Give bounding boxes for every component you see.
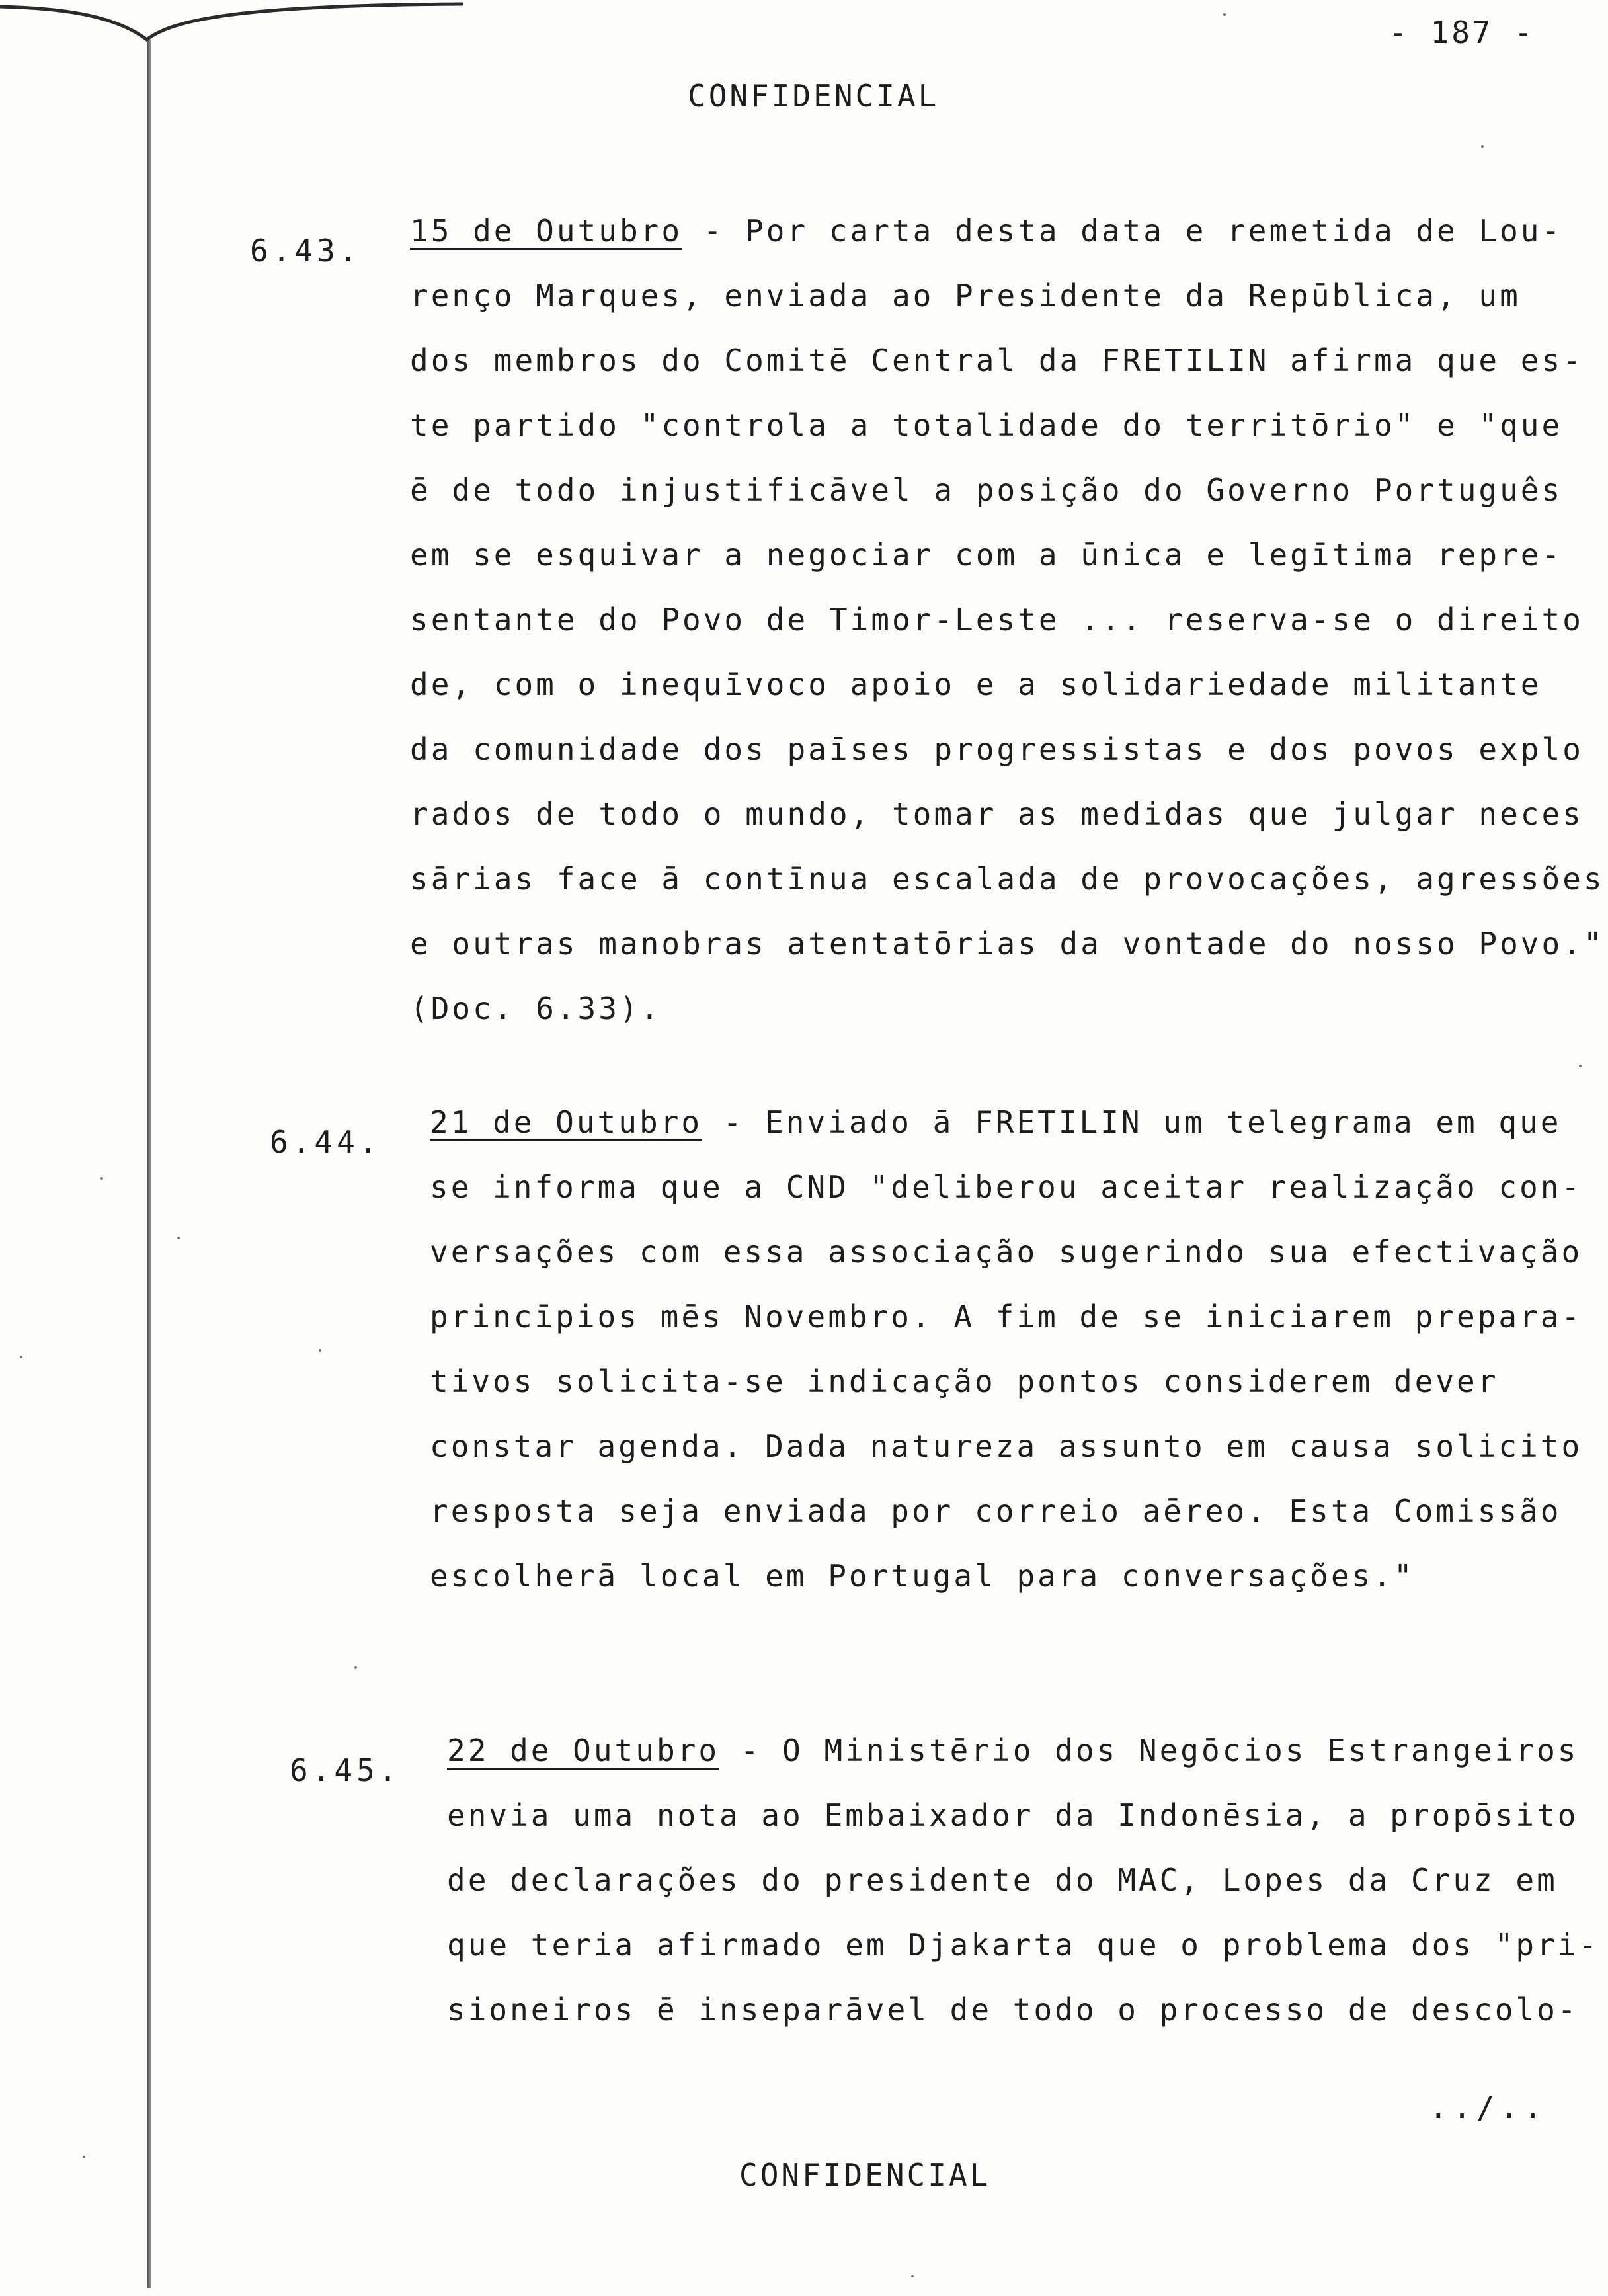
- scan-speck: [20, 1356, 22, 1358]
- paragraph-6-43: [410, 198, 1605, 1041]
- page-number: - 187 -: [1388, 15, 1535, 50]
- paragraph-line: princīpios mēs Novembro. A fim de se iniciarem prepara-: [430, 1299, 1583, 1334]
- paragraph-line: resposta seja enviada por correio aēreo. Esta Comissão: [430, 1493, 1562, 1529]
- paragraph-line: versações com essa associação sugerindo sua efectivação: [430, 1234, 1583, 1270]
- paragraph-date: 22 de Outubro: [447, 1733, 720, 1768]
- footer-classification: CONFIDENCIAL: [739, 2157, 991, 2193]
- paragraph-first-line: 15 de Outubro - Por carta desta data e remetida de Lou-: [410, 213, 1563, 249]
- paragraph-line: rados de todo o mundo, tomar as medidas que julgar neces: [410, 796, 1584, 832]
- paragraph-first-line: 22 de Outubro - O Ministērio dos Negōcios Estrangeiros: [447, 1733, 1579, 1768]
- paragraph-number: 6.43.: [250, 233, 362, 268]
- paragraph-number: 6.45.: [290, 1752, 401, 1788]
- paragraph-6-44: [430, 1090, 1582, 1608]
- paragraph-line: sārias face ā contīnua escalada de provocações, agressões: [410, 861, 1605, 897]
- paragraph-line: envia uma nota ao Embaixador da Indonēsia, a propōsito: [447, 1797, 1579, 1833]
- scan-speck: [1481, 145, 1484, 148]
- paragraph-line: de declarações do presidente do MAC, Lopes da Cruz em: [447, 1862, 1558, 1898]
- header-classification: CONFIDENCIAL: [688, 78, 940, 114]
- scan-speck: [1579, 1065, 1582, 1067]
- scan-speck: [911, 2275, 914, 2277]
- paragraph-line: (Doc. 6.33).: [410, 991, 662, 1026]
- scan-speck: [1223, 13, 1226, 16]
- scan-speck: [319, 1349, 321, 1352]
- binding-curve: [0, 0, 463, 73]
- paragraph-number: 6.44.: [270, 1124, 382, 1160]
- paragraph-date: 21 de Outubro: [430, 1104, 703, 1140]
- paragraph-line: constar agenda. Dada natureza assunto em causa solicito: [430, 1428, 1583, 1464]
- paragraph-line: sioneiros ē inseparāvel de todo o processo de descolo-: [447, 1992, 1579, 2028]
- paragraph-line: sentante do Povo de Timor-Leste ... reserva-se o direito: [410, 602, 1584, 637]
- paragraph-line: escolherā local em Portugal para conversações.": [430, 1558, 1415, 1594]
- paragraph-line: se informa que a CND "deliberou aceitar realização con-: [430, 1169, 1583, 1205]
- paragraph-line: dos membros do Comitē Central da FRETILIN afirma que es-: [410, 343, 1584, 378]
- continuation-mark: ../..: [1429, 2090, 1547, 2125]
- scan-speck: [83, 2156, 85, 2158]
- scan-speck: [100, 1177, 103, 1180]
- paragraph-first-line: 21 de Outubro - Enviado ā FRETILIN um telegrama em que: [430, 1104, 1562, 1140]
- paragraph-line: renço Marques, enviada ao Presidente da Repūblica, um: [410, 278, 1521, 313]
- paragraph-line: da comunidade dos paīses progressistas e dos povos explo: [410, 731, 1584, 767]
- scan-speck: [177, 1237, 180, 1239]
- paragraph-line: ē de todo injustificāvel a posição do Governo Português: [410, 472, 1563, 508]
- paragraph-line: e outras manobras atentatōrias da vontade do nosso Povo.": [410, 926, 1605, 962]
- binding-edge: [147, 40, 151, 2288]
- paragraph-line: em se esquivar a negociar com a ūnica e legītima repre-: [410, 537, 1563, 573]
- paragraph-line: de, com o inequīvoco apoio e a solidariedade militante: [410, 667, 1542, 702]
- scan-speck: [354, 1666, 357, 1669]
- paragraph-line: que teria afirmado em Djakarta que o problema dos "pri-: [447, 1927, 1600, 1963]
- paragraph-6-45: [447, 1718, 1599, 2042]
- paragraph-line: te partido "controla a totalidade do territōrio" e "que: [410, 407, 1563, 443]
- paragraph-date: 15 de Outubro: [410, 213, 683, 249]
- paragraph-line: tivos solicita-se indicação pontos considerem dever: [430, 1364, 1499, 1399]
